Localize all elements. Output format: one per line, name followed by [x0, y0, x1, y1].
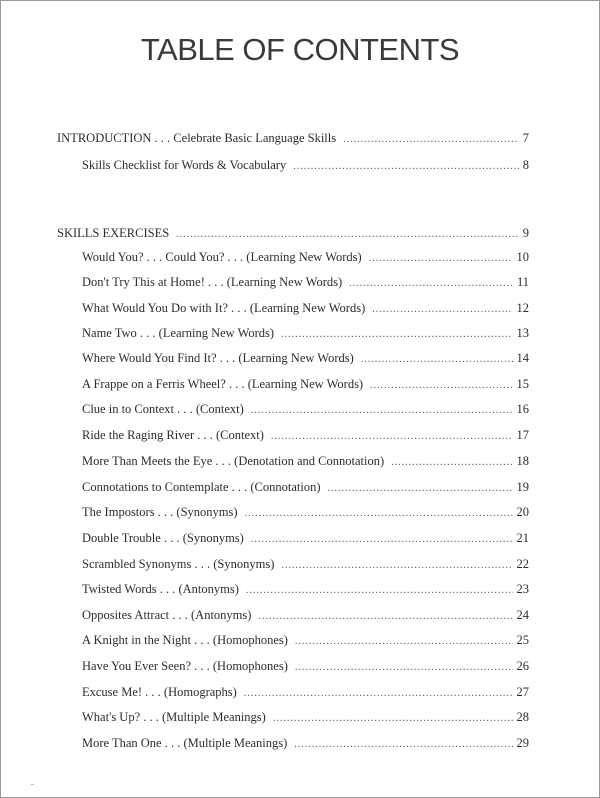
dot-leader	[361, 354, 513, 365]
toc-entry-label: Scrambled Synonyms . . . (Synonyms)	[82, 557, 275, 571]
toc-entry	[82, 710, 529, 725]
toc-page-number: 29	[516, 736, 529, 750]
toc-page-number: 19	[516, 480, 529, 494]
toc-page-number: 21	[516, 531, 529, 545]
toc-page-number: 23	[516, 582, 529, 596]
toc-entry-label: Don't Try This at Home! . . . (Learning New Words)	[82, 275, 343, 289]
toc-entry-label: Have You Ever Seen? . . . (Homophones)	[82, 659, 288, 673]
dot-leader	[343, 134, 519, 145]
toc-page-number: 12	[516, 301, 529, 315]
toc-page-number: 28	[516, 710, 529, 724]
dot-leader	[246, 585, 513, 596]
toc-page-number: 11	[516, 275, 529, 289]
toc-page-number: 9	[522, 226, 529, 240]
toc-entry-label: Skills Checklist for Words & Vocabulary	[82, 158, 287, 172]
toc-section-heading	[57, 226, 529, 241]
toc-entry-label: Clue in to Context . . . (Context)	[82, 402, 244, 416]
toc-entry	[82, 531, 529, 546]
toc-page-number: 7	[522, 131, 529, 145]
dot-leader	[369, 253, 513, 264]
toc-entry	[82, 301, 529, 316]
dot-leader	[273, 713, 513, 724]
toc-entry-label: Excuse Me! . . . (Homographs)	[82, 685, 237, 699]
toc-entry	[82, 351, 529, 366]
toc-entry-label: A Frappe on a Ferris Wheel? . . . (Learning New Words)	[82, 377, 364, 391]
toc-entry-label: The Impostors . . . (Synonyms)	[82, 505, 238, 519]
toc-page-number: 20	[516, 505, 529, 519]
scan-mark	[31, 784, 34, 785]
toc-entry	[82, 505, 529, 520]
toc-entry-label: Ride the Raging River . . . (Context)	[82, 428, 264, 442]
toc-entry-label: What Would You Do with It? . . . (Learning New Words)	[82, 301, 366, 315]
toc-page-number: 26	[516, 659, 529, 673]
dot-leader	[294, 739, 512, 750]
toc-page-number: 18	[516, 454, 529, 468]
dot-leader	[391, 457, 512, 468]
toc-entry	[82, 608, 529, 623]
toc-entry	[82, 326, 529, 341]
toc-entry	[82, 736, 529, 751]
dot-leader	[370, 380, 512, 391]
dot-leader	[271, 431, 513, 442]
dot-leader	[244, 688, 513, 699]
toc-page-number: 13	[516, 326, 529, 340]
dot-leader	[281, 329, 512, 340]
toc-entry-label: Where Would You Find It? . . . (Learning New Words)	[82, 351, 354, 365]
toc-entry	[82, 582, 529, 597]
toc-entry	[82, 480, 529, 495]
toc-page-number: 10	[516, 250, 529, 264]
dot-leader	[295, 636, 513, 647]
dot-leader	[251, 534, 513, 545]
toc-page-number: 25	[516, 633, 529, 647]
toc-page-number: 22	[516, 557, 529, 571]
toc-entry	[82, 275, 529, 290]
toc-entry-label: Would You? . . . Could You? . . . (Learning New Words)	[82, 250, 362, 264]
dot-leader	[293, 161, 519, 172]
dot-leader	[176, 229, 519, 240]
toc-entry-label: Connotations to Contemplate . . . (Connotation)	[82, 480, 321, 494]
dot-leader	[328, 483, 513, 494]
toc-page-number: 8	[522, 158, 529, 172]
toc-entry	[82, 402, 529, 417]
toc-entry	[82, 454, 529, 469]
toc-section-heading	[57, 131, 529, 146]
toc-page-number: 14	[516, 351, 529, 365]
dot-leader	[372, 304, 512, 315]
dot-leader	[258, 611, 512, 622]
page-title: TABLE OF CONTENTS	[140, 32, 460, 67]
toc-entry-label: Twisted Words . . . (Antonyms)	[82, 582, 239, 596]
toc-page-number: 27	[516, 685, 529, 699]
toc-entry-label: SKILLS EXERCISES	[57, 226, 170, 240]
toc-entry-label: INTRODUCTION . . . Celebrate Basic Language Skills	[57, 131, 337, 145]
toc-entry	[82, 250, 529, 265]
toc-entry-label: Name Two . . . (Learning New Words)	[82, 326, 275, 340]
dot-leader	[349, 278, 513, 289]
toc-page-number: 16	[516, 402, 529, 416]
toc-page-number: 17	[516, 428, 529, 442]
toc-entry	[82, 685, 529, 700]
toc-entry-label: Double Trouble . . . (Synonyms)	[82, 531, 244, 545]
toc-entry	[82, 158, 529, 173]
toc-entry-label: Opposites Attract . . . (Antonyms)	[82, 608, 252, 622]
toc-entry	[82, 633, 529, 648]
toc-entry-label: More Than Meets the Eye . . . (Denotation and Connotation)	[82, 454, 385, 468]
dot-leader	[245, 508, 513, 519]
toc-entry	[82, 659, 529, 674]
dot-leader	[251, 405, 513, 416]
toc-entry	[82, 557, 529, 572]
toc-entry	[82, 428, 529, 443]
toc-entry-label: More Than One . . . (Multiple Meanings)	[82, 736, 288, 750]
toc-entry	[82, 377, 529, 392]
toc-entry-label: What's Up? . . . (Multiple Meanings)	[82, 710, 266, 724]
toc-page-number: 24	[516, 608, 529, 622]
dot-leader	[295, 662, 513, 673]
dot-leader	[281, 560, 512, 571]
toc-entry-label: A Knight in the Night . . . (Homophones)	[82, 633, 288, 647]
toc-page-number: 15	[516, 377, 529, 391]
